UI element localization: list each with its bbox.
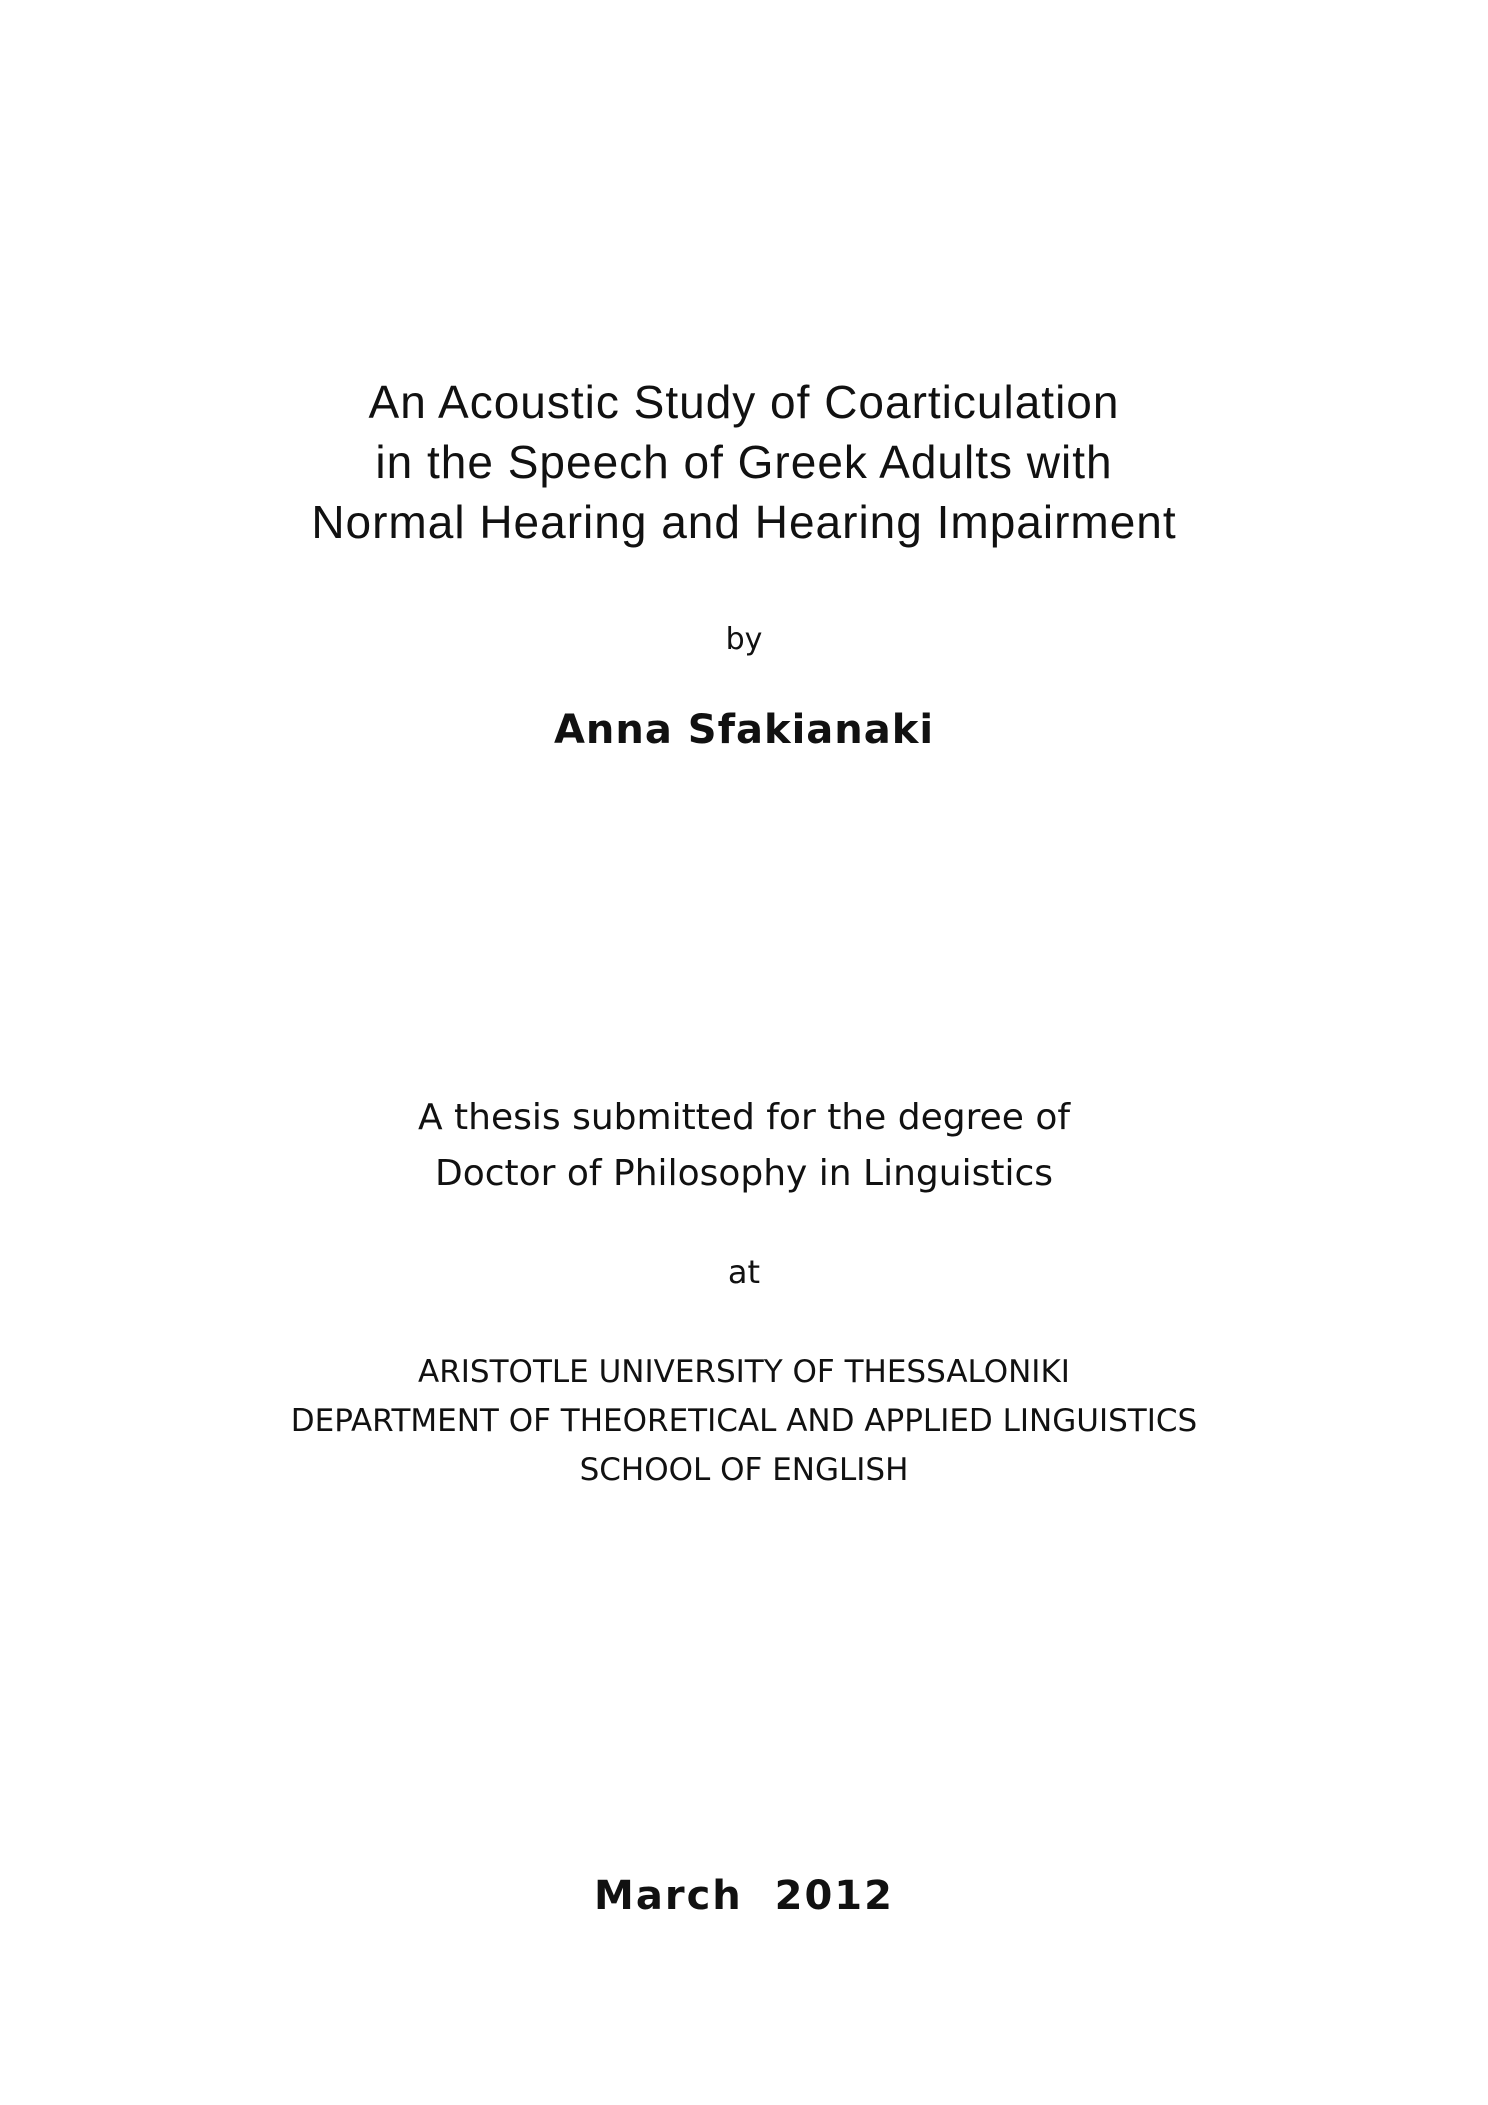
at-label: at: [727, 1253, 761, 1291]
submission-date: March 2012: [594, 1873, 894, 1919]
by-label: by: [725, 622, 763, 657]
author-name: Anna Sfakianaki: [553, 707, 935, 753]
degree-line: Doctor of Philosophy in Linguistics: [434, 1153, 1054, 1194]
department-name: DEPARTMENT OF THEORETICAL AND APPLIED LINGUISTICS: [290, 1403, 1198, 1439]
thesis-title-line: An Acoustic Study of Coarticulation: [368, 376, 1120, 428]
institution-block: [0, 1348, 1488, 1495]
degree-statement: [0, 1090, 1488, 1202]
degree-line: A thesis submitted for the degree of: [417, 1097, 1071, 1138]
thesis-title: [0, 372, 1488, 552]
thesis-title-line: in the Speech of Greek Adults with: [375, 436, 1113, 488]
thesis-title-line: Normal Hearing and Hearing Impairment: [311, 496, 1177, 548]
school-name: SCHOOL OF ENGLISH: [579, 1452, 909, 1488]
university-name: ARISTOTLE UNIVERSITY OF THESSALONIKI: [418, 1354, 1070, 1390]
